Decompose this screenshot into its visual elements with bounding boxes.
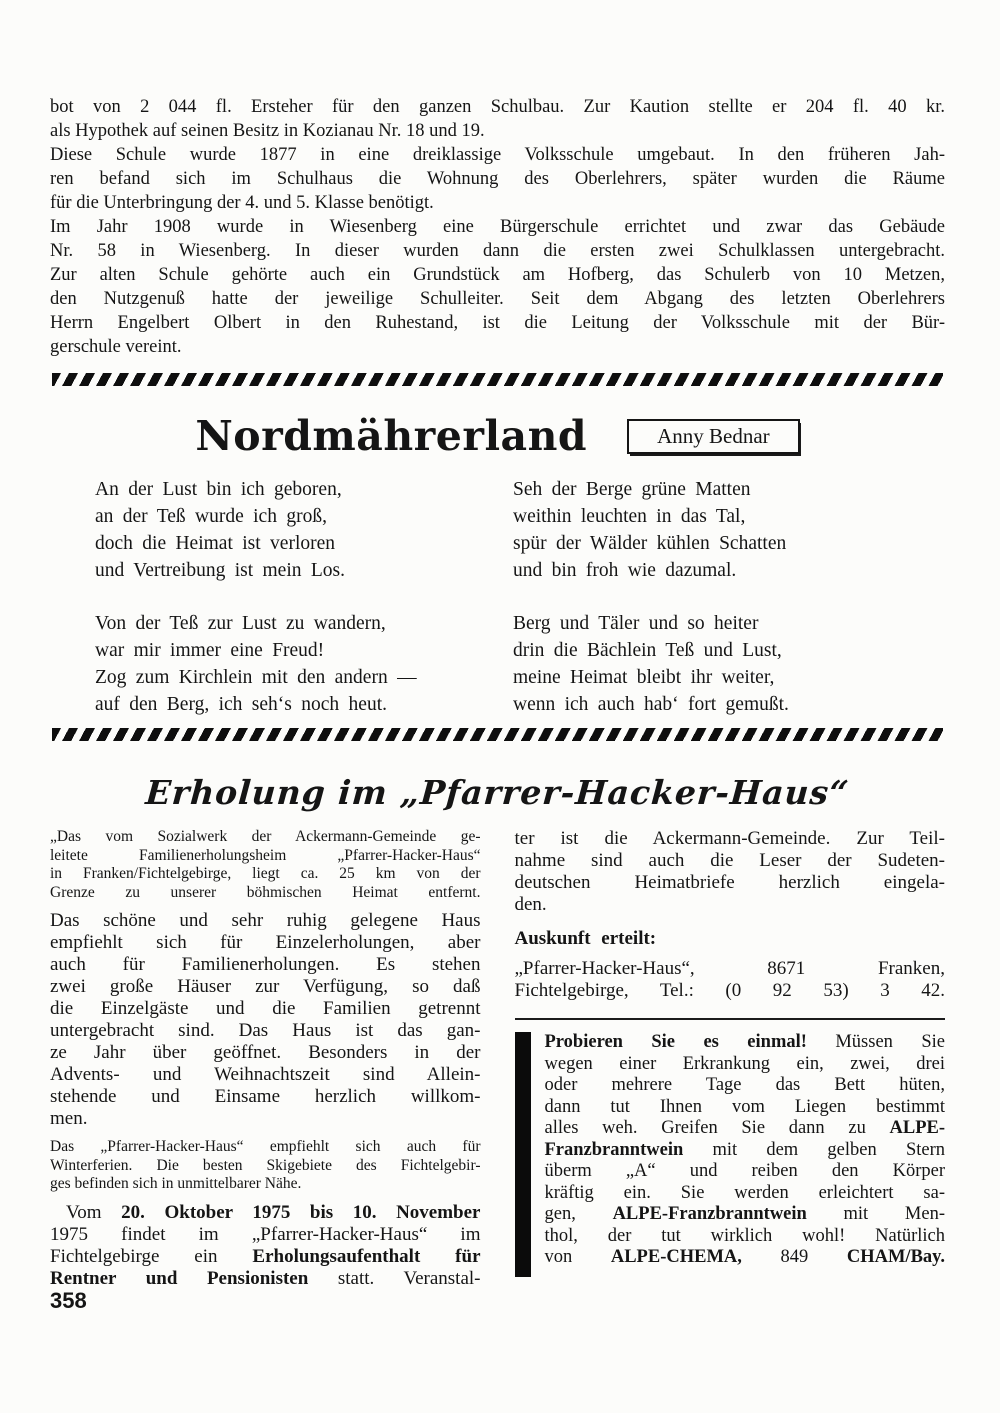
text-line: gerschule vereint. (50, 337, 182, 357)
text-line: die Einzelgäste und die Familien getrennt (50, 998, 481, 1019)
bold-text-segment: Erholungsaufenthalt für (252, 1245, 481, 1267)
text-line: untergebracht sind. Das Haus ist das gan- (50, 1020, 481, 1041)
text-line: ter ist die Ackermann-Gemeinde. Zur Teil- (514, 828, 945, 849)
poem (50, 476, 945, 718)
text-line: deutschen Heimatbriefe herzlich eingela- (514, 872, 945, 893)
horizontal-rule (515, 1018, 946, 1020)
text-line: für die Unterbringung der 4. und 5. Klasse benötigt. (50, 193, 434, 213)
text-line: „Pfarrer-Hacker-Haus“, 8671 Franken, (514, 958, 945, 979)
bold-text-segment: ALPE-Franzbranntwein (612, 1204, 807, 1224)
text-line: ze Jahr über geöffnet. Besonders in der (50, 1042, 481, 1063)
text-line: den. (514, 894, 547, 915)
text-line: in Franken/Fichtelgebirge, liegt ca. 25 km von der (50, 865, 481, 882)
text-line: „Das vom Sozialwerk der Ackermann-Gemeinde ge- (50, 828, 481, 845)
poem-column-left (50, 476, 495, 718)
left-column (50, 828, 481, 1298)
text-line (545, 1054, 946, 1076)
ad-text (545, 1032, 946, 1269)
poem-author-box (627, 419, 800, 454)
text-line: auf den Berg, ich seh‘s noch heut. (95, 694, 387, 715)
page-number: 358 (50, 1288, 87, 1313)
text-line: An der Lust bin ich geboren, (95, 479, 342, 500)
text-line: und Vertreibung ist mein Los. (95, 560, 345, 581)
paragraph (50, 95, 945, 143)
text-line: Das „Pfarrer-Hacker-Haus“ empfiehlt sich auch für (50, 1138, 481, 1155)
paragraph (50, 215, 945, 359)
text-line: war mir immer eine Freud! (95, 640, 325, 661)
paragraph (50, 143, 945, 215)
text-line (545, 1247, 946, 1269)
text-line (545, 1226, 946, 1248)
text-line: Von der Teß zur Lust zu wandern, (95, 613, 386, 634)
text-line: Diese Schule wurde 1877 in eine dreiklassige Volksschule umgebaut. In den früheren Jah- (50, 145, 945, 165)
bold-text-segment: 20. Oktober 1975 bis 10. November (121, 1201, 481, 1223)
poem-stanza (513, 610, 789, 718)
text-line: Zog zum Kirchlein mit den andern — (95, 667, 417, 688)
text-line (545, 1204, 946, 1226)
text-line: nahme sind auch die Leser der Sudeten- (514, 850, 945, 871)
text-line: Fichtelgebirge, Tel.: (0 92 53) 3 42. (514, 980, 945, 1001)
event-paragraph (50, 1202, 481, 1290)
text-line: zwei große Häuser zur Verfügung, so daß (50, 976, 481, 997)
text-segment: oder mehrere Tage das Bett hüten, (544, 1075, 945, 1095)
address-paragraph (515, 958, 946, 1002)
advertisement (515, 1032, 946, 1277)
info-heading: Auskunft erteilt: (514, 928, 657, 949)
text-line (545, 1075, 946, 1097)
text-segment: 1975 findet im „Pfarrer-Hacker-Haus“ im (50, 1223, 481, 1245)
text-line (545, 1161, 946, 1183)
text-line: weithin leuchten in das Tal, (513, 506, 746, 527)
text-line: men. (50, 1108, 88, 1129)
text-line: als Hypothek auf seinen Besitz in Kozianau Nr. 18 und 19. (50, 121, 485, 141)
text-line: Herrn Engelbert Olbert in den Ruhestand, ist die Leitung der Volksschule mit der Bür- (50, 313, 945, 333)
resort-article-title: Erholung im „Pfarrer-Hacker-Haus“ (144, 773, 851, 812)
text-line: spür der Wälder kühlen Schatten (513, 533, 787, 554)
wavy-divider-bottom (52, 728, 943, 741)
text-line (545, 1140, 946, 1162)
text-segment: Fichtelgebirge ein (50, 1245, 253, 1267)
poem-stanza (95, 610, 495, 718)
text-segment: 849 (741, 1247, 847, 1267)
text-line: leitete Familienerholungsheim „Pfarrer-Hacker-Haus“ (50, 846, 481, 864)
text-segment: wegen einer Erkrankung ein, zwei, drei (544, 1053, 945, 1074)
bold-text-segment: Rentner und Pensionisten (50, 1267, 309, 1289)
text-line (50, 1224, 481, 1246)
text-line: auch für Familienerholungen. Es stehen (50, 954, 481, 975)
ad-accent-bar (515, 1032, 531, 1277)
text-line: Nr. 58 in Wiesenberg. In dieser wurden dann die ersten zwei Schulklassen untergebracht. (50, 241, 945, 261)
text-segment: überm „A“ und reiben den Körper (544, 1161, 945, 1181)
text-line: bot von 2 044 fl. Ersteher für den ganzen Schulbau. Zur Kaution stellte er 204 fl. 40 kr. (50, 97, 945, 117)
text-line: ges befinden sich in unmittelbarer Nähe. (50, 1175, 302, 1192)
text-line (545, 1118, 946, 1140)
text-line: und bin froh wie dazumal. (513, 560, 737, 581)
resort-article (50, 828, 945, 1298)
bold-text-segment: Probieren Sie es einmal! (544, 1032, 807, 1052)
text-line: Berg und Täler und so heiter (513, 613, 759, 634)
paragraph (50, 910, 481, 1130)
text-segment: von (544, 1247, 611, 1267)
text-line: stehende und Einsame herzlich willkom- (50, 1086, 481, 1107)
text-segment: Vom (66, 1201, 122, 1223)
school-history-section (50, 95, 945, 359)
text-segment: alles weh. Greifen Sie dann zu (544, 1118, 890, 1138)
poem-header (50, 412, 945, 460)
text-line (50, 1202, 481, 1224)
poem-stanza (95, 476, 495, 584)
text-segment: gen, (544, 1204, 613, 1224)
text-line: den Nutzgenuß hatte der jeweilige Schulleiter. Seit dem Abgang des letzten Oberlehrers (50, 289, 945, 309)
text-line: Winterferien. Die besten Skigebiete des Fichtelgebir- (50, 1156, 481, 1174)
text-segment: kräftig ein. Sie werden erleichtert sa- (544, 1182, 945, 1203)
paragraph (515, 828, 946, 916)
intro-paragraph (50, 828, 481, 902)
text-line: Advents- und Weihnachtszeit sind Allein- (50, 1064, 481, 1085)
text-line: wenn ich auch hab‘ fort gemußt. (513, 694, 789, 715)
bold-text-segment: Franzbranntwein (544, 1139, 684, 1160)
poem-column-right (513, 476, 789, 718)
text-line: Zur alten Schule gehörte auch ein Grundstück am Hofberg, das Schulerb von 10 Metzen, (50, 265, 945, 285)
poem-title: Nordmährerland (195, 412, 588, 460)
wavy-divider-top (52, 373, 943, 386)
text-line: Seh der Berge grüne Matten (513, 479, 751, 500)
winter-paragraph (50, 1138, 481, 1194)
text-line: an der Teß wurde ich groß, (95, 506, 327, 527)
text-line: Das schöne und sehr ruhig gelegene Haus (50, 910, 481, 931)
text-line (50, 1268, 481, 1290)
text-line: doch die Heimat ist verloren (95, 533, 336, 554)
text-segment: statt. Veranstal- (308, 1267, 481, 1289)
text-line: Im Jahr 1908 wurde in Wiesenberg eine Bürgerschule errichtet und zwar das Gebäude (50, 217, 945, 237)
text-line (545, 1183, 946, 1205)
bold-text-segment: ALPE-CHEMA, (610, 1247, 742, 1267)
text-segment: thol, der tut wirklich wohl! Natürlich (544, 1225, 945, 1246)
bold-text-segment: CHAM/Bay. (846, 1247, 946, 1267)
text-line (545, 1032, 946, 1054)
bold-text-segment: ALPE- (889, 1118, 945, 1138)
text-line: empfiehlt sich für Einzelerholungen, aber (50, 932, 481, 953)
text-segment: dann tut Ihnen vom Liegen bestimmt (544, 1096, 945, 1117)
text-segment: mit Men- (806, 1204, 945, 1224)
poem-author: Anny Bednar (657, 423, 770, 448)
right-column (515, 828, 946, 1298)
text-line (50, 1246, 481, 1268)
text-line: ren befand sich im Schulhaus die Wohnung des Oberlehrers, später wurden die Räume (50, 169, 945, 189)
text-line: Grenze zu unserer böhmischen Heimat entfernt. (50, 883, 481, 901)
text-segment: Müssen Sie (806, 1032, 945, 1052)
text-line (545, 1097, 946, 1119)
text-segment: mit dem gelben Stern (683, 1139, 945, 1160)
text-line: meine Heimat bleibt ihr weiter, (513, 667, 775, 688)
poem-stanza (513, 476, 789, 584)
text-line: drin die Bächlein Teß und Lust, (513, 640, 782, 661)
